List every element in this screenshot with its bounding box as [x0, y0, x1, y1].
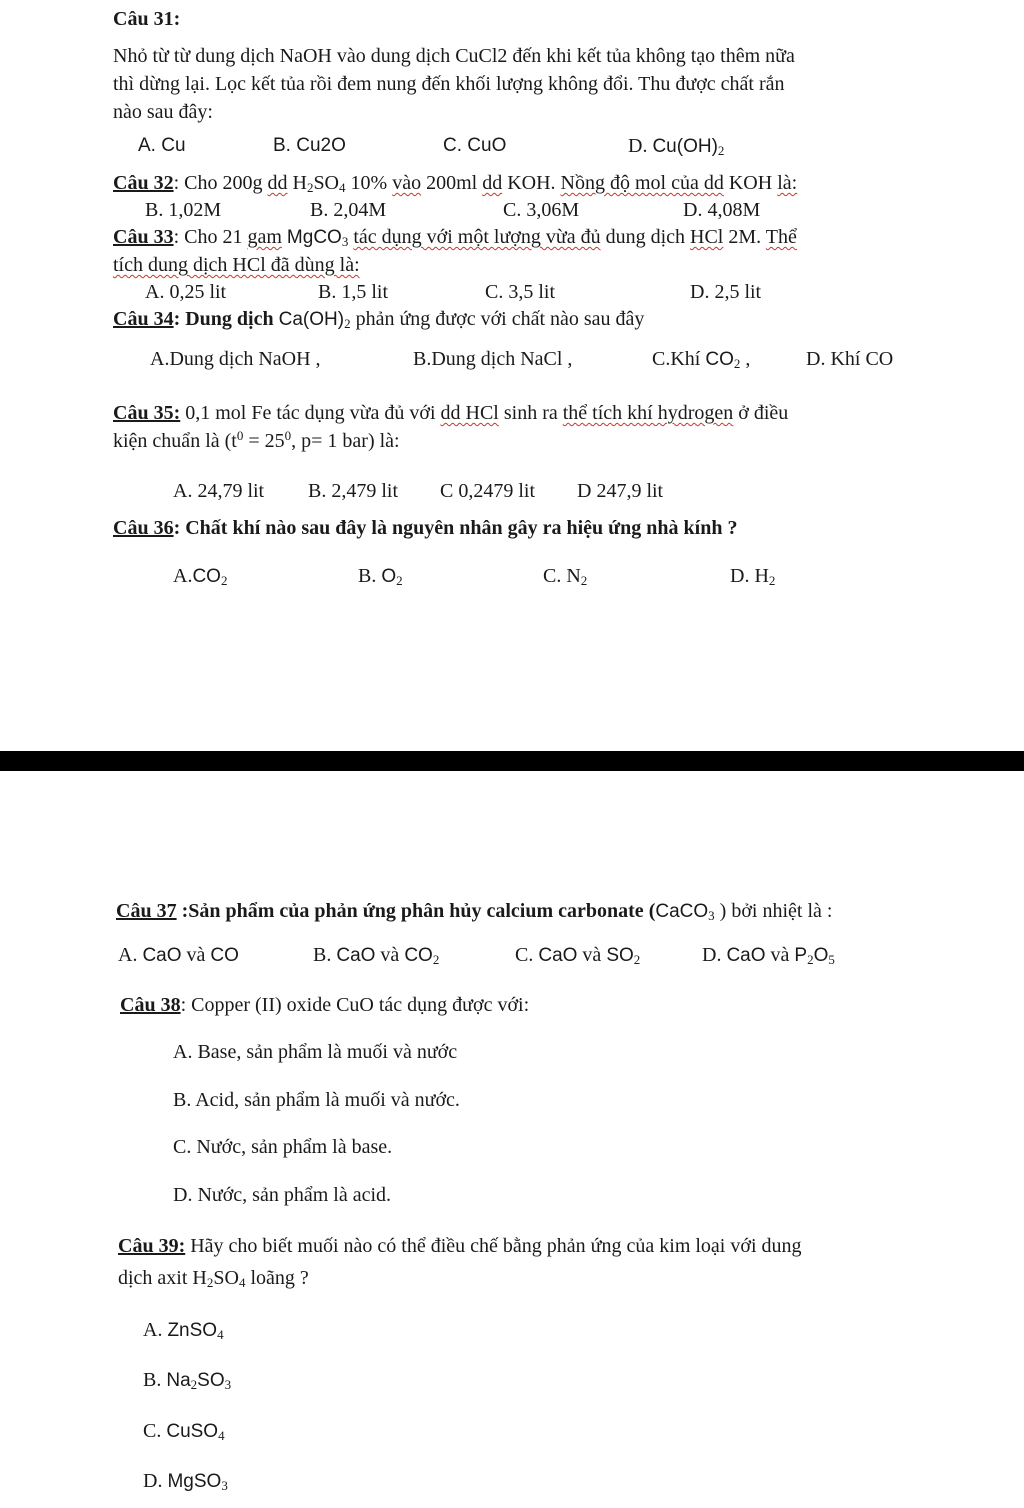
q35-option-b: B. 2,479 lit — [308, 480, 399, 502]
q34-option-a: A.Dung dịch NaOH , — [150, 348, 321, 370]
q38-option-c: C. Nước, sản phẩm là base. — [173, 1136, 393, 1158]
q35-stem-line1: Câu 35: 0,1 mol Fe tác dụng vừa đủ với dd HCl sinh ra thể tích khí hydrogen ở điều — [113, 402, 789, 424]
q36-option-b: B. $O_2$ — [358, 565, 403, 588]
q38-option-d: D. Nước, sản phẩm là acid. — [173, 1184, 392, 1206]
q33-option-c: C. 3,5 lit — [485, 281, 556, 303]
q35-stem-line2: kiện chuẩn là ($t^0 = 25^0$, p= 1 bar) là: — [113, 428, 400, 452]
q38-option-b: B. Acid, sản phẩm là muối và nước. — [173, 1089, 460, 1111]
q32-option-a: B. 1,02M — [145, 199, 222, 221]
q32-stem: Câu 32: Cho 200g dd $H_2SO_4$ 10% vào 200ml dd KOH. Nồng độ mol của dd KOH là: — [113, 172, 798, 195]
q37-option-c: C. CaO và $SO_2$ — [515, 944, 641, 967]
q33-stem-line2: tích dung dịch HCl đã dùng là: — [113, 254, 360, 276]
q38-label: Câu 38 — [120, 994, 181, 1016]
q34-option-c: C.Khí $CO_2$ , — [652, 348, 751, 371]
q39-stem-line1: Câu 39: Hãy cho biết muối nào có thể điều chế bằng phản ứng của kim loại với dung — [118, 1235, 802, 1257]
q39-option-c: C. CuSO$_4$ — [143, 1420, 225, 1443]
q33-option-b: B. 1,5 lit — [318, 281, 389, 303]
q39-option-a: A. ZnSO$_4$ — [143, 1319, 224, 1342]
q37-label: Câu 37 — [116, 900, 177, 922]
q33-stem-line1: Câu 33: Cho 21 gam MgCO$_3$ tác dụng với một lượng vừa đủ dung dịch HCl 2M. Thể — [113, 226, 797, 249]
q31-stem-line1: Nhỏ từ từ dung dịch NaOH vào dung dịch CuCl2 đến khi kết tủa không tạo thêm nữa — [113, 45, 795, 67]
q31-stem-line3: nào sau đây: — [113, 101, 213, 123]
q36-option-a: $A.CO_2$ — [173, 565, 228, 588]
q37-option-b: B. CaO và $CO_2$ — [313, 944, 440, 967]
q32-option-d: D. 4,08M — [683, 199, 761, 221]
q34-option-d: D. Khí CO — [806, 348, 894, 370]
q36-option-c: C. $N_2$ — [543, 565, 588, 588]
q35-label: Câu 35: — [113, 402, 181, 424]
q36-label: Câu 36 — [113, 517, 174, 539]
q31-option-d: D. $Cu(OH)_2$ — [628, 135, 725, 158]
q36-option-d: D. $H_2$ — [730, 565, 776, 588]
q38-option-a: A. Base, sản phẩm là muối và nước — [173, 1041, 458, 1063]
q39-stem-line2: dịch axit $H_2SO_4$ loãng ? — [118, 1267, 309, 1290]
q33-label: Câu 33 — [113, 226, 174, 248]
q35-option-a: A. 24,79 lit — [173, 480, 265, 502]
q36-stem: Câu 36: Chất khí nào sau đây là nguyên nhân gây ra hiệu ứng nhà kính ? — [113, 517, 738, 539]
q31-title: Câu 31: — [113, 8, 181, 30]
q35-option-c: C 0,2479 lit — [440, 480, 536, 502]
q32-option-c: C. 3,06M — [503, 199, 580, 221]
q38-stem: Câu 38: Copper (II) oxide CuO tác dụng được với: — [120, 994, 530, 1016]
black-divider-bar — [0, 751, 1024, 771]
q32-option-b: B. 2,04M — [310, 199, 387, 221]
q39-label: Câu 39: — [118, 1235, 186, 1257]
q34-label: Câu 34 — [113, 308, 174, 330]
q37-option-a: A. CaO và CO — [118, 944, 239, 966]
q33-option-d: D. 2,5 lit — [690, 281, 762, 303]
q33-option-a: A. 0,25 lit — [145, 281, 227, 303]
q31-stem-line2: thì dừng lại. Lọc kết tủa rồi đem nung đến khối lượng không đổi. Thu được chất rắn — [113, 73, 785, 95]
q35-option-d: D 247,9 lit — [577, 480, 664, 502]
q34-option-b: B.Dung dịch NaCl , — [413, 348, 573, 370]
q32-label: Câu 32 — [113, 172, 174, 194]
q39-option-d: D. MgSO$_3$ — [143, 1470, 228, 1493]
q37-option-d: D. CaO và $P_2O_5$ — [702, 944, 835, 967]
q39-option-b: B. $Na_2SO_3$ — [143, 1369, 232, 1392]
q31-option-a: A. Cu — [138, 135, 186, 156]
q31-option-c: C. CuO — [443, 135, 507, 156]
q37-stem: Câu 37 :Sản phẩm của phản ứng phân hủy calcium carbonate (CaCO$_3$ ) bởi nhiệt là : — [116, 900, 833, 923]
q34-stem: Câu 34: Dung dịch $Ca(OH)_2$ phản ứng được với chất nào sau đây — [113, 308, 645, 331]
q31-option-b: B. Cu2O — [273, 135, 346, 156]
